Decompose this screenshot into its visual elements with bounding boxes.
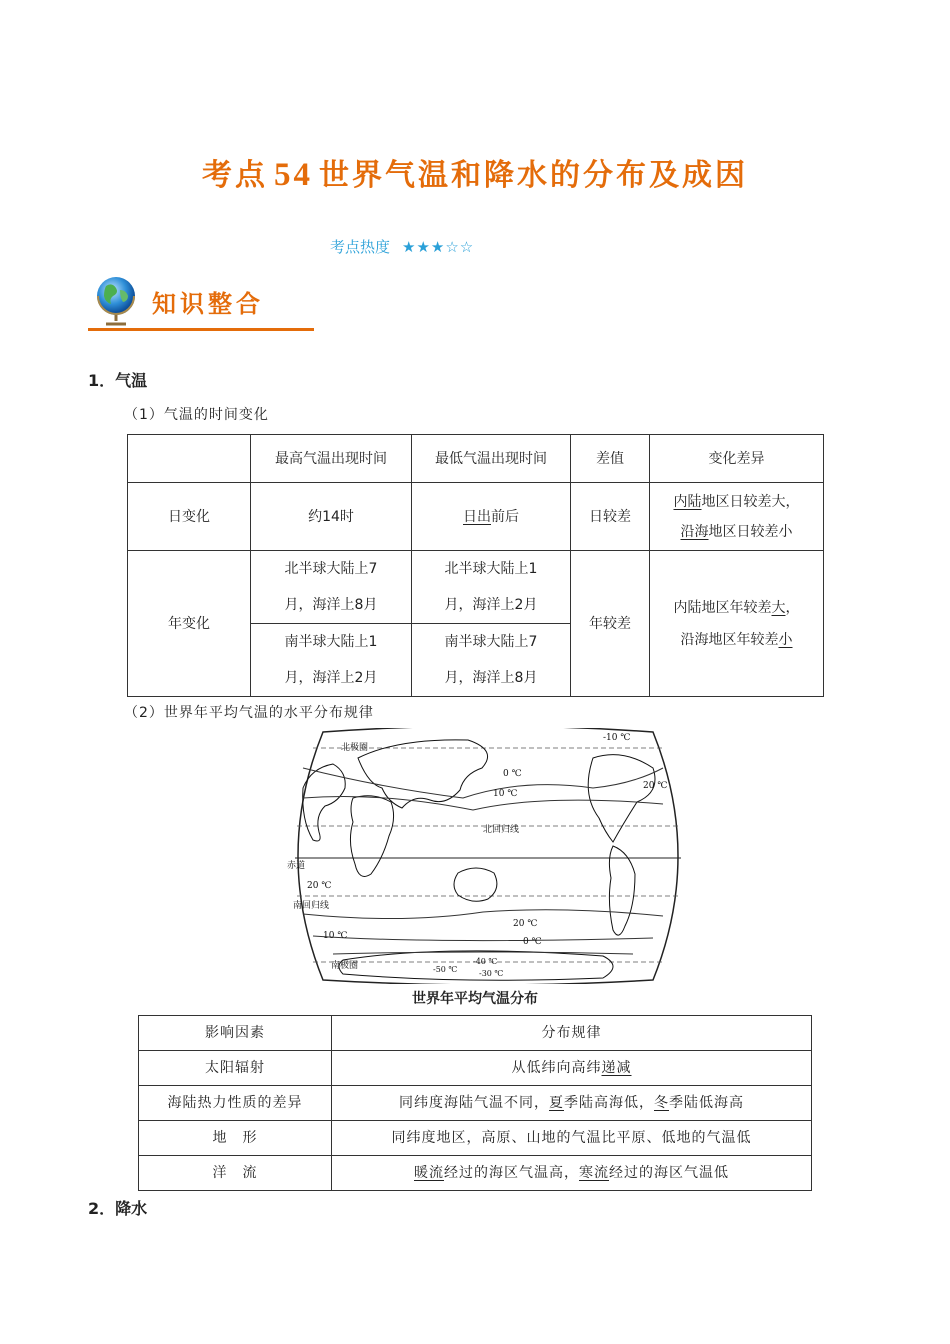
title-prefix: 考点: [202, 158, 268, 193]
table-row: [139, 1121, 812, 1156]
table-cell: 日较差: [571, 483, 650, 551]
table-cell: 北半球大陆上1月，海洋上2月: [412, 551, 571, 624]
section2-heading: 2．降水: [88, 1199, 148, 1218]
table-header-cell: 变化差异: [650, 435, 824, 483]
table-row: [128, 551, 824, 624]
table-header-cell: 差值: [571, 435, 650, 483]
label-tropic-cancer: 北回归线: [483, 825, 520, 835]
table-cell: 内陆地区年较差大， 沿海地区年较差小: [650, 551, 824, 697]
sub2-heading: （2）世界年平均气温的水平分布规律: [124, 705, 374, 721]
page-title: [0, 150, 950, 194]
factor-cell: 太阳辐射: [139, 1051, 332, 1086]
rule-cell: 暖流经过的海区气温高，寒流经过的海区气温低: [332, 1156, 812, 1191]
table-cell: 约14时: [251, 483, 412, 551]
heat-rating: [330, 236, 474, 257]
label-iso-minus50: -50 ℃: [433, 965, 458, 974]
table-header-cell: 最高气温出现时间: [251, 435, 412, 483]
title-text: 世界气温和降水的分布及成因: [319, 158, 748, 193]
label-iso-10: 10 ℃: [493, 789, 518, 799]
table-header-cell: 最低气温出现时间: [412, 435, 571, 483]
table-cell: 年较差: [571, 551, 650, 697]
label-iso-0: 0 ℃: [503, 769, 522, 779]
table-row: [139, 1156, 812, 1191]
star-rating: ★★★☆☆: [402, 238, 475, 256]
map-figure: [283, 728, 693, 984]
table-header-cell: [128, 435, 251, 483]
table-cell: 内陆地区日较差大， 沿海地区日较差小: [650, 483, 824, 551]
label-iso-20-north: 20 ℃: [643, 781, 668, 791]
label-equator: 赤道: [287, 861, 306, 871]
label-tropic-capricorn: 南回归线: [293, 901, 330, 911]
table-cell: 北半球大陆上7月，海洋上8月: [251, 551, 412, 624]
table-cell: 日出前后: [412, 483, 571, 551]
table-row: [139, 1086, 812, 1121]
temperature-factors-table: [138, 1015, 812, 1191]
heat-label: 考点热度: [330, 238, 391, 256]
temperature-time-table: [127, 434, 824, 697]
table-row: [128, 483, 824, 551]
label-iso-10-south: 10 ℃: [323, 931, 348, 941]
table-cell: 南半球大陆上7月，海洋上8月: [412, 624, 571, 697]
rule-cell: 同纬度海陆气温不同，夏季陆高海低，冬季陆低海高: [332, 1086, 812, 1121]
title-number: 54: [274, 157, 313, 193]
label-iso-20-south: 20 ℃: [307, 881, 332, 891]
factor-cell: 地 形: [139, 1121, 332, 1156]
banner-label: 知识整合: [152, 290, 264, 318]
map-caption: 世界年平均气温分布: [412, 991, 538, 1007]
row-label: 日变化: [128, 483, 251, 551]
table-header-cell: 影响因素: [139, 1016, 332, 1051]
label-iso-minus30: -30 ℃: [479, 969, 504, 978]
factor-cell: 洋 流: [139, 1156, 332, 1191]
factor-cell: 海陆热力性质的差异: [139, 1086, 332, 1121]
label-iso-minus40: -40 ℃: [473, 957, 498, 966]
section-banner: [88, 270, 314, 336]
table-cell: 南半球大陆上1月，海洋上2月: [251, 624, 412, 697]
banner-underline: [88, 328, 314, 331]
label-arctic-circle: 北极圈: [341, 743, 369, 753]
rule-cell: 从低纬向高纬递减: [332, 1051, 812, 1086]
world-temperature-map: [283, 728, 693, 984]
rule-cell: 同纬度地区，高原、山地的气温比平原、低地的气温低: [332, 1121, 812, 1156]
label-iso-0-south: 0 ℃: [523, 937, 542, 947]
table-row: [128, 435, 824, 483]
table-header-cell: 分布规律: [332, 1016, 812, 1051]
label-iso-20-ocean: 20 ℃: [513, 919, 538, 929]
row-label: 年变化: [128, 551, 251, 697]
section1-heading: 1．气温: [88, 371, 148, 390]
table-row: [139, 1051, 812, 1086]
globe-icon: [92, 274, 144, 332]
label-iso-minus10: -10 ℃: [603, 733, 631, 743]
table-row: [139, 1016, 812, 1051]
sub1-heading: （1）气温的时间变化: [124, 407, 269, 423]
label-antarctic-circle: 南极圈: [331, 961, 359, 971]
